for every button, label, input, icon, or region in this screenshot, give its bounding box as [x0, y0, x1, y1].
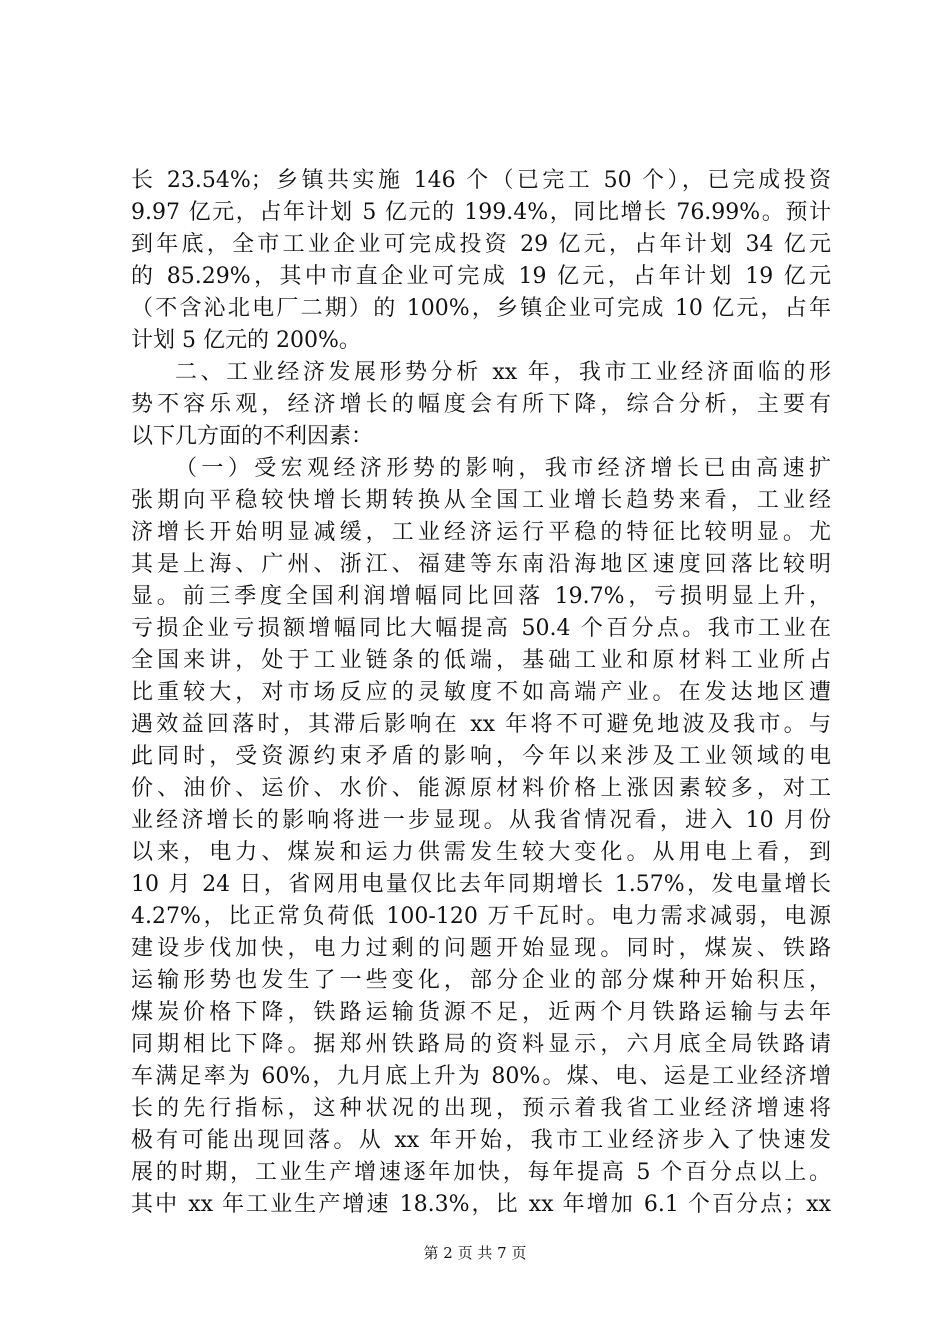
text-line: 此同时，受资源约束矛盾的影响，今年以来涉及工业领域的电: [131, 744, 831, 769]
text-line: 煤炭价格下降，铁路运输货源不足，近两个月铁路运输与去年: [131, 1000, 831, 1025]
text-line: 4.27%，比正常负荷低 100-120 万千瓦时。电力需求减弱，电源: [131, 904, 831, 929]
text-line: 价、油价、运价、水价、能源原材料价格上涨因素较多，对工: [131, 776, 831, 801]
text-line: 济增长开始明显减缓，工业经济运行平稳的特征比较明显。尤: [131, 520, 831, 545]
text-line: 的 85.29%，其中市直企业可完成 19 亿元，占年计划 19 亿元: [131, 264, 831, 289]
text-line: 长的先行指标，这种状况的出现，预示着我省工业经济增速将: [131, 1096, 831, 1121]
text-line: 比重较大，对市场反应的灵敏度不如高端产业。在发达地区遭: [131, 680, 831, 705]
text-line: 势不容乐观，经济增长的幅度会有所下降，综合分析，主要有: [131, 392, 831, 417]
text-line: 同期相比下降。据郑州铁路局的资料显示，六月底全局铁路请: [131, 1032, 831, 1057]
text-line: 业经济增长的影响将进一步显现。从我省情况看，进入 10 月份: [131, 808, 831, 833]
text-line: 运输形势也发生了一些变化，部分企业的部分煤种开始积压，: [131, 968, 831, 993]
text-line: 全国来讲，处于工业链条的低端，基础工业和原材料工业所占: [131, 648, 831, 673]
page-number-footer: 第 2 页 共 7 页: [423, 1244, 527, 1262]
text-line: 到年底，全市工业企业可完成投资 29 亿元，占年计划 34 亿元: [131, 232, 831, 257]
text-line: 9.97 亿元，占年计划 5 亿元的 199.4%，同比增长 76.99%。预计: [131, 200, 831, 225]
text-line: （不含沁北电厂二期）的 100%，乡镇企业可完成 10 亿元，占年: [131, 296, 831, 321]
text-line: 遇效益回落时，其滞后影响在 xx 年将不可避免地波及我市。与: [131, 712, 831, 737]
text-line: 长 23.54%；乡镇共实施 146 个（已完工 50 个），已完成投资: [131, 168, 831, 193]
text-line: 以来，电力、煤炭和运力供需发生较大变化。从用电上看，到: [131, 840, 831, 865]
text-line: 显。前三季度全国利润增幅同比回落 19.7%，亏损明显上升，: [131, 584, 831, 609]
text-line: 建设步伐加快，电力过剩的问题开始显现。同时，煤炭、铁路: [131, 936, 831, 961]
text-line: 车满足率为 60%，九月底上升为 80%。煤、电、运是工业经济增: [131, 1064, 831, 1089]
text-line: 展的时期，工业生产增速逐年加快，每年提高 5 个百分点以上。: [131, 1160, 831, 1185]
text-line: 张期向平稳较快增长期转换从全国工业增长趋势来看，工业经: [131, 488, 831, 513]
text-line: 计划 5 亿元的 200%。: [131, 328, 361, 353]
text-line: 其中 xx 年工业生产增速 18.3%，比 xx 年增加 6.1 个百分点；xx: [131, 1192, 831, 1217]
document-body: [131, 165, 831, 1221]
text-line: 极有可能出现回落。从 xx 年开始，我市工业经济步入了快速发: [131, 1128, 831, 1153]
text-line: 10 月 24 日，省网用电量仅比去年同期增长 1.57%，发电量增长: [131, 872, 831, 897]
text-line: 亏损企业亏损额增幅同比大幅提高 50.4 个百分点。我市工业在: [131, 616, 831, 641]
section-heading-line: 二、工业经济发展形势分析 xx 年，我市工业经济面临的形: [175, 360, 831, 385]
subsection-heading-line: （一）受宏观经济形势的影响，我市经济增长已由高速扩: [175, 456, 831, 481]
text-line: 其是上海、广州、浙江、福建等东南沿海地区速度回落比较明: [131, 552, 831, 577]
text-line: 以下几方面的不利因素：: [131, 424, 374, 449]
